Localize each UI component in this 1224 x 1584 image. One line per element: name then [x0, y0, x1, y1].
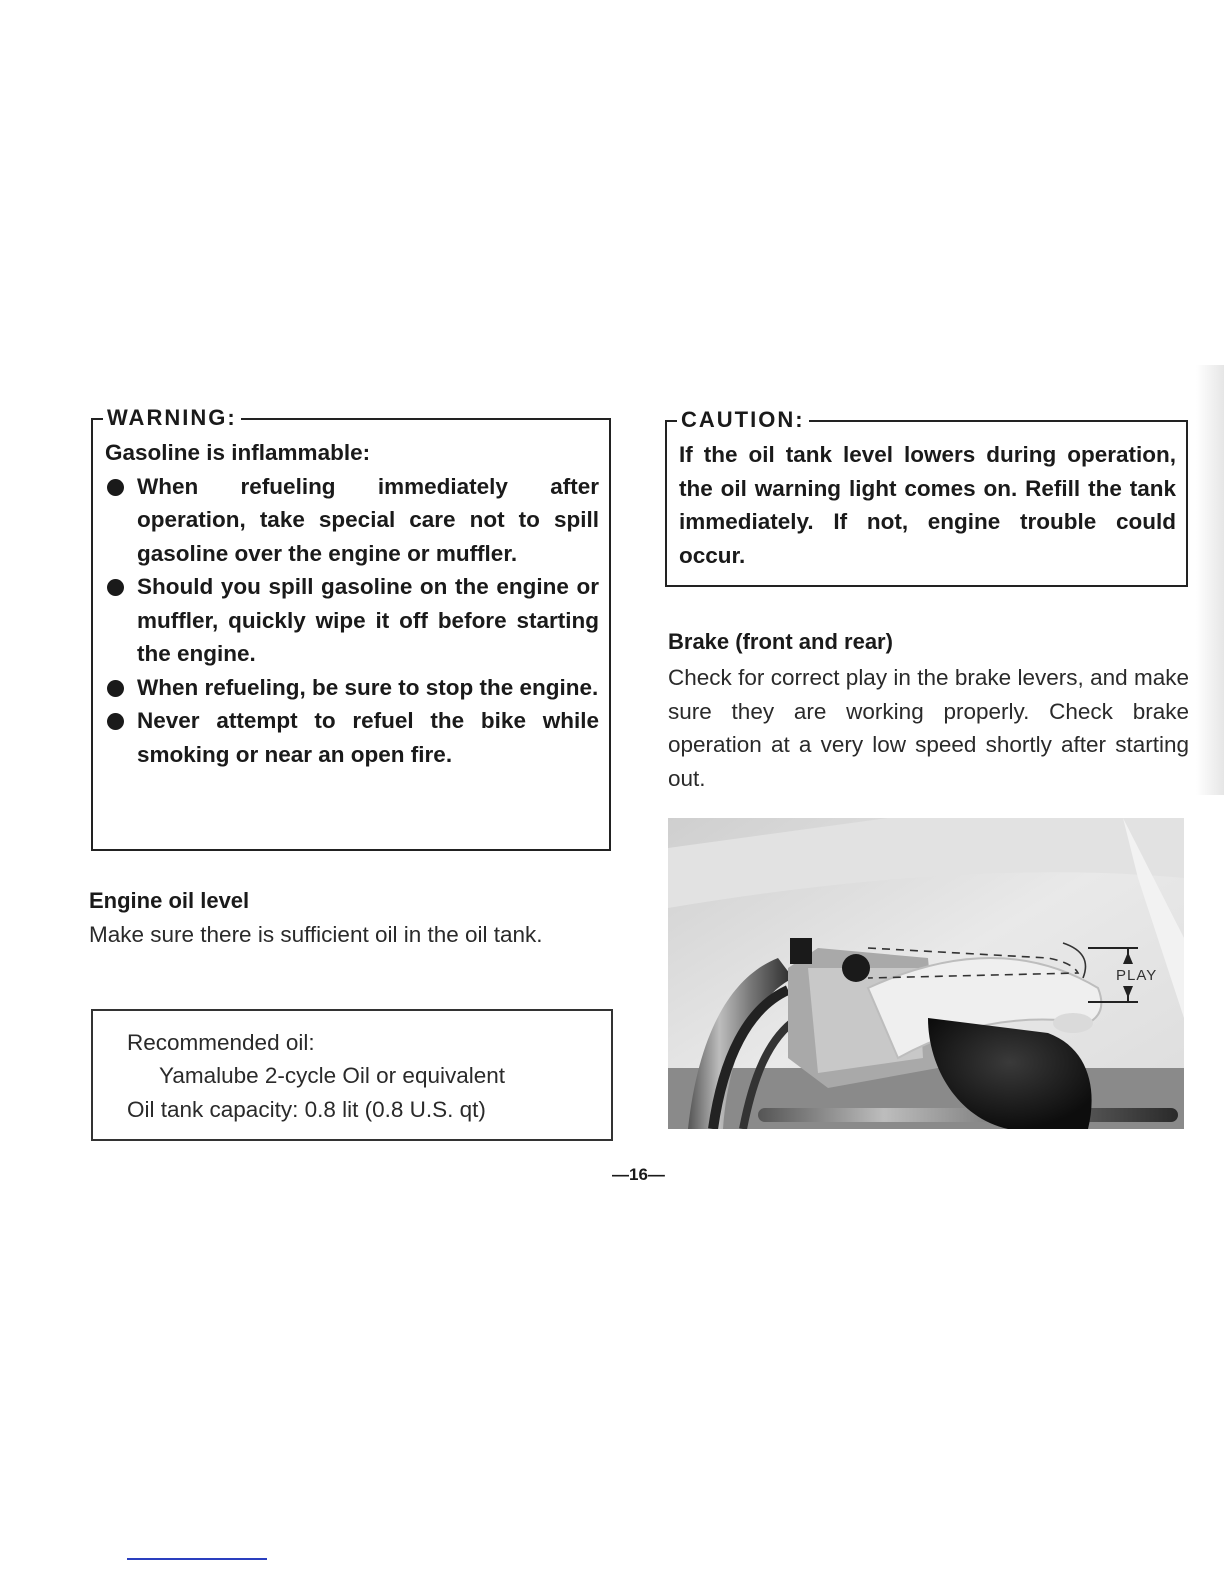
brake-fitting — [790, 938, 812, 964]
caution-body — [679, 438, 1176, 572]
bullet-icon — [107, 479, 124, 496]
warning-label: WARNING: — [107, 405, 237, 430]
caution-header — [665, 408, 1188, 432]
warning-item-text: Never attempt to refuel the bike while smoking or near an open fire. — [137, 708, 599, 767]
brake-heading: Brake (front and rear) — [668, 629, 893, 654]
warning-lead: Gasoline is inflammable: — [105, 440, 371, 465]
bullet-icon — [107, 680, 124, 697]
warning-item-text: When refueling, be sure to stop the engine. — [137, 674, 599, 700]
oil-tank-capacity: Oil tank capacity: 0.8 lit (0.8 U.S. qt) — [127, 1097, 486, 1122]
warning-header — [91, 406, 611, 430]
box-corner — [91, 418, 103, 430]
list-item — [105, 470, 599, 571]
engine-oil-heading: Engine oil level — [89, 888, 250, 913]
caution-text: If the oil tank level lowers during operation, the oil warning light comes on. Refill the tank immediately. If not, engine trouble could occur. — [679, 442, 1176, 568]
box-corner — [665, 420, 677, 432]
list-item — [105, 570, 599, 671]
warning-box — [91, 405, 611, 851]
warning-item-text: Should you spill gasoline on the engine or muffler, quickly wipe it off before starting the engine. — [137, 574, 599, 666]
scan-edge-shadow — [1196, 365, 1224, 795]
list-item — [105, 671, 599, 705]
caution-label: CAUTION: — [681, 407, 805, 432]
recommended-oil-box — [91, 1009, 613, 1141]
warning-body — [105, 436, 599, 771]
list-item — [105, 704, 599, 771]
bullet-icon — [107, 579, 124, 596]
warning-item-text: When refueling immediately after operation, take special care not to spill gasoline over the engine or muffler. — [137, 473, 599, 566]
brake-lever-photo — [668, 818, 1184, 1129]
recommended-oil-label: Recommended oil: — [127, 1030, 315, 1055]
engine-oil-text: Make sure there is sufficient oil in the oil tank. — [89, 922, 543, 947]
footer-link-underline — [127, 1558, 267, 1560]
caution-box — [665, 407, 1188, 587]
bullet-icon — [107, 713, 124, 730]
brake-text: Check for correct play in the brake levers, and make sure they are working properly. Check brake operation at a very low speed shortly after starting out. — [668, 665, 1189, 791]
handlebar — [758, 1108, 1178, 1122]
page-number: —16— — [612, 1165, 665, 1184]
switch-knob — [842, 954, 870, 982]
box-top-rule — [241, 418, 611, 430]
warning-list — [105, 470, 599, 772]
box-top-rule — [809, 420, 1188, 432]
lever-tip — [1053, 1013, 1093, 1033]
recommended-oil-value: Yamalube 2-cycle Oil or equivalent — [159, 1063, 506, 1088]
play-label: PLAY — [1116, 967, 1158, 984]
